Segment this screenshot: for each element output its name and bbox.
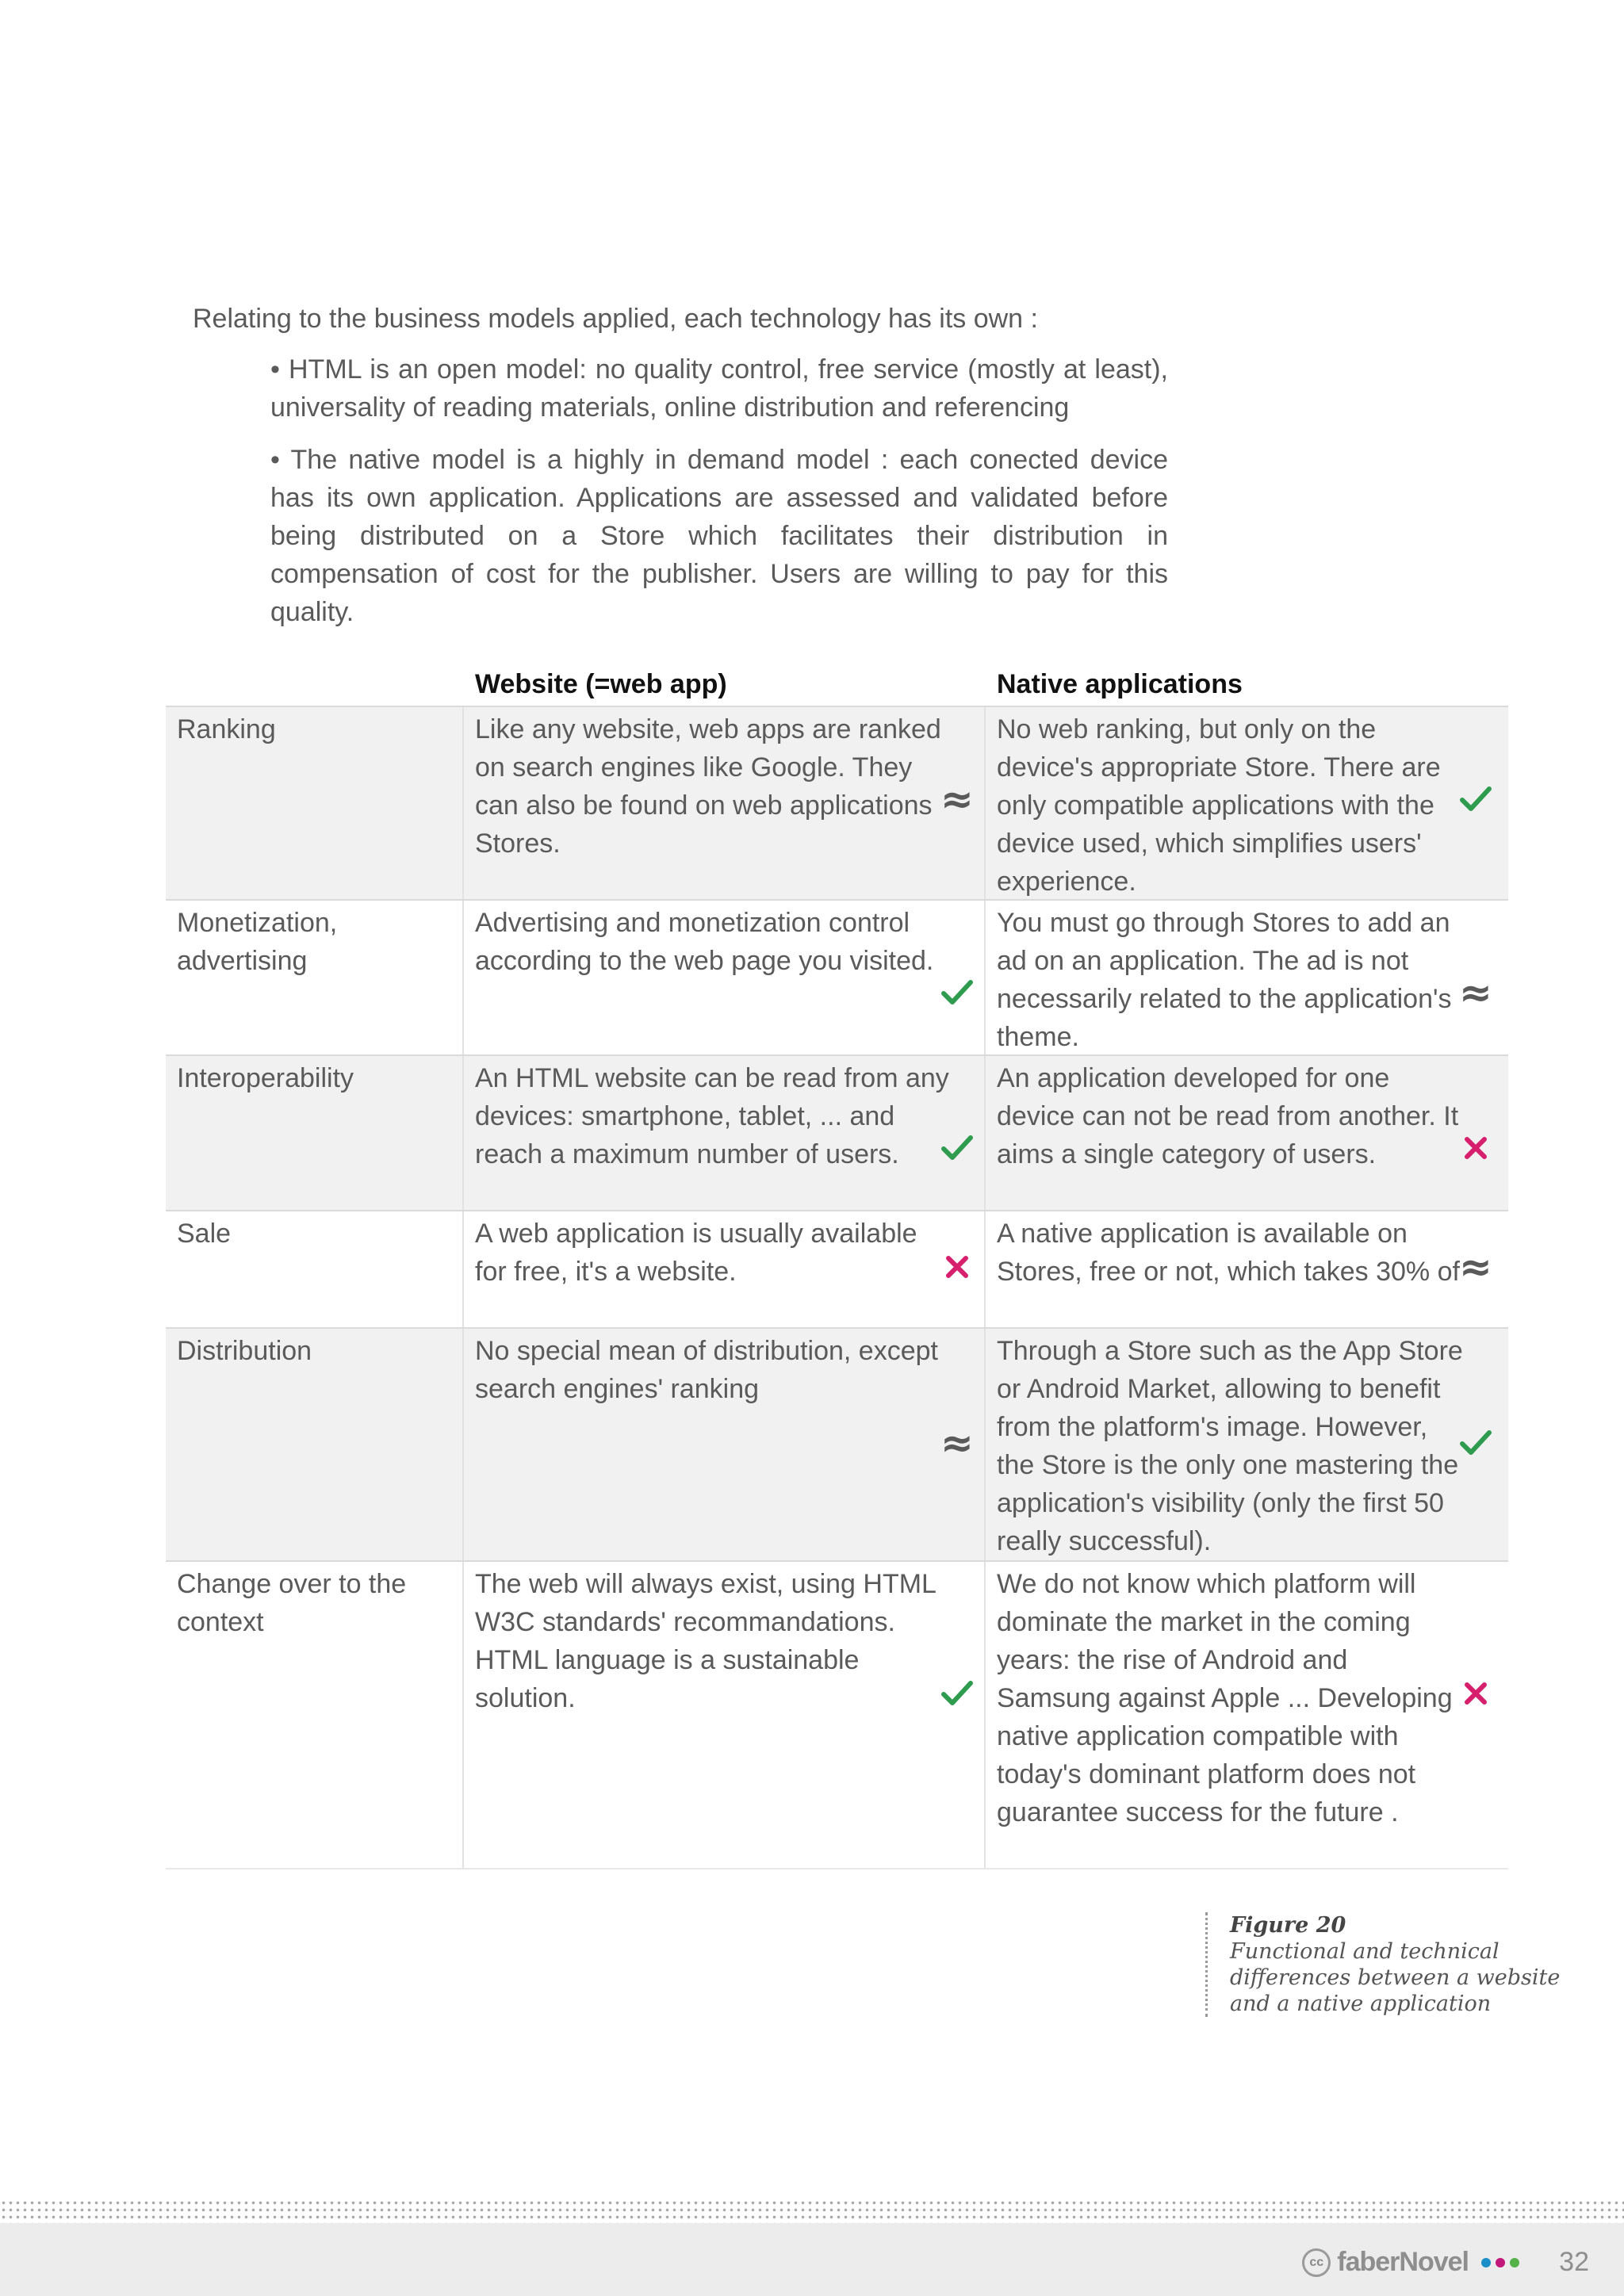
brand-logo (1302, 2247, 1519, 2278)
header-native: Native applications (997, 669, 1243, 699)
column-divider (462, 1211, 464, 1327)
figure-caption (1205, 1912, 1563, 2017)
website-cell: Like any website, web apps are ranked on search engines like Google. They can also be found on web applications Stores. (475, 714, 941, 859)
row-label: Monetization, advertising (177, 908, 338, 976)
check-icon (938, 1129, 976, 1167)
row-label: Sale (177, 1219, 232, 1249)
website-cell: A web application is usually available for free, it's a website. (475, 1219, 917, 1287)
check-icon (938, 974, 976, 1012)
approx-icon: ≈ (1459, 1244, 1492, 1290)
native-cell: An application developed for one device can not be read from another. It aims a single category of users. (997, 1063, 1459, 1169)
website-cell: Advertising and monetization control according to the web page you visited. (475, 908, 934, 976)
check-icon (1457, 1424, 1495, 1462)
header-website: Website (=web app) (475, 669, 727, 699)
table-row (166, 1210, 1508, 1327)
table-row (166, 706, 1508, 899)
intro-text (193, 300, 1168, 631)
figure-description: Functional and technical differences between a website and a native application (1230, 1939, 1561, 2016)
column-divider (984, 901, 986, 1054)
table-row (166, 1054, 1508, 1210)
approx-icon: ≈ (940, 776, 974, 822)
native-cell: You must go through Stores to add an ad on an application. The ad is not necessarily related to the application's theme. (997, 908, 1452, 1052)
column-divider (984, 1562, 986, 1868)
column-divider (984, 707, 986, 899)
row-label: Distribution (177, 1336, 312, 1366)
native-cell: A native application is available on Stores, free or not, which takes 30% of (997, 1219, 1460, 1287)
approx-icon: ≈ (1459, 970, 1492, 1016)
website-cell: The web will always exist, using HTML W3C standards' recommandations. HTML language is a sustainable solution. (475, 1569, 936, 1713)
cross-icon (1457, 1674, 1495, 1712)
website-cell: No special mean of distribution, except search engines' ranking (475, 1336, 938, 1404)
column-divider (462, 901, 464, 1054)
column-divider (984, 1329, 986, 1560)
page-footer (0, 2223, 1624, 2296)
page-number: 32 (1559, 2247, 1589, 2277)
table-row (166, 1560, 1508, 1869)
cross-icon (1457, 1129, 1495, 1167)
intro-bullet-html: • HTML is an open model: no quality control, free service (mostly at least), universality of reading materials, online distribution and referencing (270, 354, 1168, 423)
brand-dot (1496, 2258, 1505, 2267)
table-row (166, 899, 1508, 1054)
column-divider (462, 1329, 464, 1560)
native-cell: We do not know which platform will dominate the market in the coming years: the rise of Android and Samsung against Apple ... Developing native application compatible with today's dominant platform does not guarantee success for the future . (997, 1569, 1453, 1827)
brand-dots-icon (1481, 2258, 1519, 2267)
row-label: Interoperability (177, 1063, 354, 1093)
row-label: Ranking (177, 714, 276, 744)
creative-commons-icon: cc (1302, 2248, 1331, 2277)
column-divider (984, 1056, 986, 1210)
brand-dot (1510, 2258, 1519, 2267)
table-header (166, 664, 1508, 706)
intro-bullet-native: • The native model is a highly in demand model : each conected device has its own application. Applications are assessed and validated before being distributed on a Store which facilitates their distribution in compensation of cost for the publisher. Users are willing to pay for this quality. (270, 445, 1168, 627)
brand-name: faberNovel (1337, 2247, 1469, 2277)
figure-title: Figure 20 (1230, 1913, 1346, 1938)
comparison-table (166, 664, 1508, 1869)
native-cell: Through a Store such as the App Store or Android Market, allowing to benefit from the platform's image. However, the Store is the only one mastering the application's visibility (only the first 50 really successful). (997, 1336, 1463, 1556)
brand-dot (1481, 2258, 1491, 2267)
native-cell: No web ranking, but only on the device's appropriate Store. There are only compatible applications with the device used, which simplifies users' experience. (997, 714, 1441, 897)
column-divider (462, 707, 464, 899)
website-cell: An HTML website can be read from any devices: smartphone, tablet, ... and reach a maximum number of users. (475, 1063, 949, 1169)
table-row (166, 1327, 1508, 1560)
column-divider (462, 1056, 464, 1210)
intro-lead: Relating to the business models applied, each technology has its own : (193, 304, 1038, 334)
check-icon (1457, 780, 1495, 818)
column-divider (984, 1211, 986, 1327)
column-divider (462, 1562, 464, 1868)
row-label: Change over to the context (177, 1569, 407, 1637)
cross-icon (938, 1248, 976, 1286)
dotted-divider (0, 2199, 1624, 2223)
check-icon (938, 1674, 976, 1712)
approx-icon: ≈ (940, 1420, 974, 1466)
